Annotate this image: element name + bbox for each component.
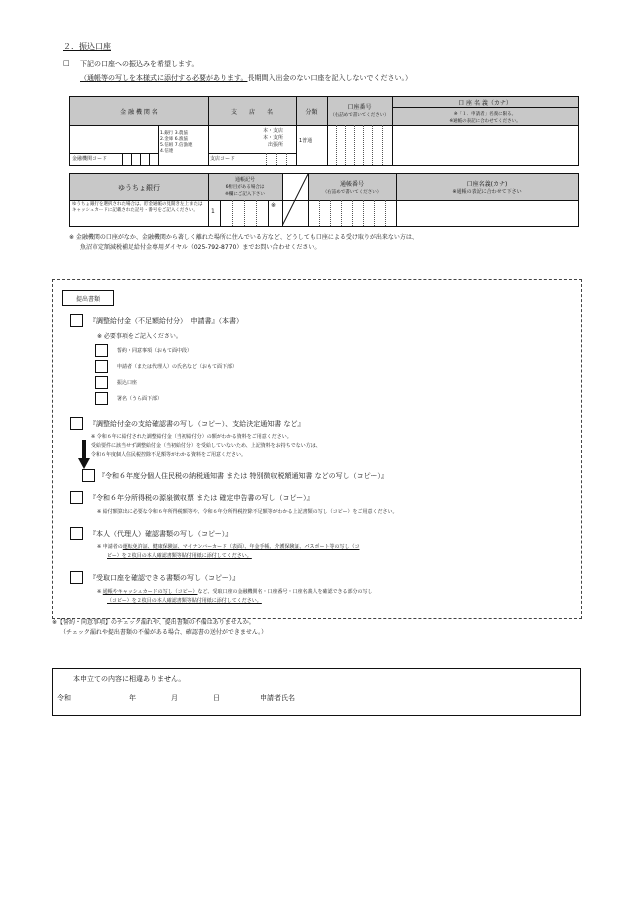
yucho-bank-table bbox=[69, 173, 579, 227]
yucho-symbol-sub1: 6桁目がある場合は bbox=[225, 185, 265, 190]
declaration-box bbox=[52, 668, 581, 716]
item4-label: 『本人（代理人）確認書類の写し（コピー）』 bbox=[89, 530, 233, 538]
item2-note-2: 受給要件に該当せず調整給付金（当初給付分）を受給していないため、上記資料をお持ちでない方は、 bbox=[91, 443, 321, 449]
footnote-line-1: ※【誓約・同意事項】のチェック漏れや、提出書類の不備はありませんか。 bbox=[52, 619, 255, 626]
item2-checkbox[interactable] bbox=[70, 417, 83, 430]
item5-note-2: （コピー）を２枚目の本人確認書類等貼付用紙に添付してください。 bbox=[107, 598, 262, 604]
submission-legend-box bbox=[62, 290, 114, 306]
yucho-holder-sub: ※通帳の表記に合わせて下さい bbox=[452, 189, 522, 195]
yucho-symbol-header: 通帳記号 bbox=[234, 177, 255, 183]
item2b-checkbox[interactable] bbox=[82, 469, 95, 482]
sub3-label: 振込口座 bbox=[117, 380, 138, 386]
submission-documents-box bbox=[52, 279, 582, 619]
item1-label: 『調整給付金（不足額給付分） 申請書』（本書） bbox=[89, 317, 243, 325]
transfer-check-mark: □ bbox=[63, 59, 70, 67]
item2-note-1: ※ 令和６年に給付された調整給付金（当初給付分）の額がわかる資料をご用意ください。 bbox=[91, 434, 292, 440]
item5-checkbox[interactable] bbox=[70, 571, 83, 584]
classification-header: 分類 bbox=[305, 109, 318, 116]
item4-note-1: ※ 申請者の運転免許証、健康保険証、マイナンバーカード（表面）、年金手帳、介護保険証、パスポート等の写し（コ bbox=[97, 544, 360, 550]
item4-checkbox[interactable] bbox=[70, 527, 83, 540]
transfer-request-line: 下記の口座への振込みを希望します。 bbox=[80, 60, 199, 68]
item3-note: ※ 給付額算出に必要な令和６年所得税額等や、令和６年分所得税控除不足額等がわかる上記書類の写し（コピー）をご用意ください。 bbox=[97, 509, 398, 515]
transfer-note-line: （通帳等の写しを本様式に添付する必要があります。長期間入出金のない口座を記入しないでください。） bbox=[80, 74, 412, 82]
submission-legend: 提出書類 bbox=[75, 296, 100, 303]
notice-line-1: ※ 金融機関の口座がなか、金融機関から著しく離れた場所に住んでいる方など、どうしても口座による受け取りが出来ない方は、 bbox=[69, 234, 418, 241]
bank-account-table bbox=[69, 96, 579, 166]
item2-note-3: 令和６年度個人住民税控除不足額等がわかる資料をご用意ください。 bbox=[91, 452, 247, 458]
branch-code-label: 支店コード bbox=[210, 156, 236, 162]
branch-type-options: 本・支店 本・支所 出張所 bbox=[263, 128, 284, 148]
item4-note-2: ピー）を２枚目の本人確認書類等貼付用紙に添付してください。 bbox=[107, 553, 252, 559]
declaration-text: 本申立ての内容に相違ありません。 bbox=[73, 675, 186, 683]
item2b-label: 『令和６年度分個人住民税の納税通知書 または 特別徴収税額通知書 などの写し（コピー）』 bbox=[98, 472, 388, 480]
yucho-number-header: 通帳番号 bbox=[339, 181, 364, 188]
bank-name-header: 金 融 機 関 名 bbox=[120, 109, 158, 116]
down-arrow-icon bbox=[78, 440, 90, 470]
branch-name-header: 支 店 名 bbox=[230, 109, 273, 116]
diagonal-line bbox=[282, 174, 308, 226]
yucho-holder-header: 口座名義(カナ) bbox=[466, 181, 508, 188]
section-heading: ２．振込口座 bbox=[63, 42, 111, 51]
sub1-checkbox[interactable] bbox=[95, 344, 108, 357]
bank-type-options: 1.銀行 3.農協 2.金庫 6.漁協 5.信組 7.信漁連 4.信連 bbox=[160, 131, 193, 154]
sub3-checkbox[interactable] bbox=[95, 376, 108, 389]
account-holder-header: 口 座 名 義（カナ） bbox=[458, 100, 512, 107]
yucho-note: ゆうちょ銀行を選択された場合は、貯金通帳の見開き左上またはキャッシュカードに記載された記号・番号をご記入ください。 bbox=[72, 202, 203, 213]
applicant-name-label: 申請者氏名 bbox=[260, 694, 295, 702]
yucho-title: ゆうちょ銀行 bbox=[118, 184, 160, 192]
class-ordinary: 1普通 bbox=[299, 138, 313, 144]
sub4-label: 署名（うら面下部） bbox=[117, 396, 163, 402]
account-number-subheader: （右詰めで書いてください） bbox=[330, 113, 389, 118]
era-label: 令和 bbox=[57, 694, 71, 702]
item5-note-1: ※ 通帳やキャッシュカードの写し（コピー）など、受取口座の金融機関名・口座番号・口座名義人を確認できる部分の写し bbox=[97, 589, 373, 595]
item2-label: 『調整給付金の支給確認書の写し（コピー）、支給決定通知書 など』 bbox=[89, 420, 305, 428]
sub2-label: 申請者（または代理人）の氏名など（おもて面下部） bbox=[117, 364, 238, 370]
sub1-label: 誓約・同意事項（おもて面中段） bbox=[117, 348, 193, 354]
footnote-line-2: （チェック漏れや提出書類の不備がある場合、確認書の送付ができません。） bbox=[60, 629, 268, 636]
yucho-first-digit: 1 bbox=[211, 208, 215, 215]
yucho-symbol-sub2: ※欄にご記入下さい bbox=[225, 192, 265, 197]
item1-note: ※ 必要事項をご記入ください。 bbox=[97, 333, 182, 340]
item3-label: 『令和６年分所得税の源泉徴収票 または 確定申告書の写し（コピー）』 bbox=[89, 494, 314, 502]
item3-checkbox[interactable] bbox=[70, 491, 83, 504]
yucho-number-sub: （右詰めで書いてください） bbox=[322, 190, 382, 195]
sub2-checkbox[interactable] bbox=[95, 360, 108, 373]
notice-line-2: 魚沼市定額減税補足給付金専用ダイヤル（025-792-8770）までお問い合わせください。 bbox=[80, 244, 321, 251]
item1-checkbox[interactable] bbox=[70, 314, 83, 327]
sub4-checkbox[interactable] bbox=[95, 392, 108, 405]
holder-note-1: ※「１．申請者」名義に限る。 bbox=[453, 112, 517, 117]
holder-note-2: ※通帳の表記に合わせてください。 bbox=[449, 119, 521, 124]
bank-code-label: 金融機関コード bbox=[72, 156, 108, 162]
day-label: 日 bbox=[213, 694, 220, 702]
month-label: 月 bbox=[171, 694, 178, 702]
year-label: 年 bbox=[129, 694, 136, 702]
item5-label: 『受取口座を確認できる書類の写し（コピー）』 bbox=[89, 574, 240, 582]
account-number-header: 口座番号 bbox=[347, 104, 372, 111]
yucho-star: ※ bbox=[271, 202, 277, 209]
